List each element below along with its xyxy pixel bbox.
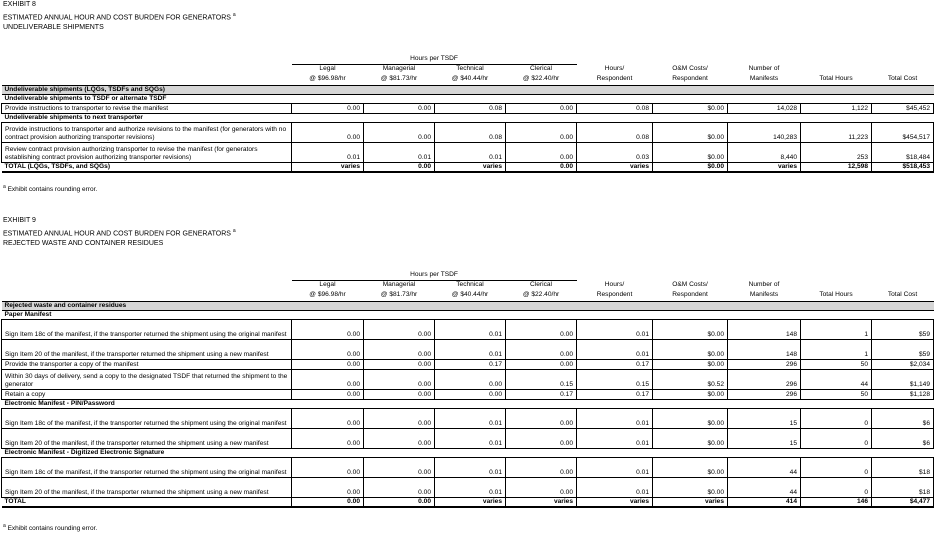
- col-technical: Technical: [456, 65, 484, 73]
- col-clerical-rate: @ $22.40/hr: [522, 291, 560, 299]
- col-total-hours: Total Hours: [819, 291, 853, 299]
- col-hours-sub: Respondent: [596, 75, 633, 83]
- section-title: Rejected waste and container residues: [2, 301, 934, 310]
- col-technical-rate: @ $40.44/hr: [451, 75, 489, 83]
- col-hours: Hours/: [604, 65, 625, 73]
- col-technical-rate: @ $40.44/hr: [451, 291, 489, 299]
- total-row: TOTAL 0.00 0.00 varies varies varies varies 414 146 $4,477: [2, 497, 934, 507]
- footnote: $^a$ Exhibit contains rounding error.: [3, 523, 98, 533]
- exhibit-title: ESTIMATED ANNUAL HOUR AND COST BURDEN FOR GENERATORS $^a$: [3, 228, 236, 238]
- exhibit-8-table: [1, 54, 934, 173]
- exhibit-label: EXHIBIT 9: [3, 217, 36, 224]
- col-managerial-rate: @ $81.73/hr: [380, 75, 418, 83]
- col-total-cost: Total Cost: [887, 75, 918, 83]
- exhibit-title: ESTIMATED ANNUAL HOUR AND COST BURDEN FOR GENERATORS $^a$: [3, 12, 236, 22]
- subsection-title: Undeliverable shipments to next transporter: [2, 113, 934, 122]
- footnote: $^a$ Exhibit contains rounding error.: [3, 184, 98, 194]
- col-manifests-sub: Manifests: [749, 291, 779, 299]
- col-managerial: Managerial: [382, 281, 416, 289]
- col-hours-sub: Respondent: [596, 291, 633, 299]
- col-manifests-sub: Manifests: [749, 75, 779, 83]
- table-row: Review contract provision authorizing transporter to revise the manifest (for generators establishing contract provision authorizing transporter revisions) 0.01 0.01 0.01 0.00 0.03 $0.00 8,440 253 $18,484: [2, 142, 934, 162]
- col-total-hours: Total Hours: [819, 75, 853, 83]
- table-row: Sign Item 18c of the manifest, if the transporter returned the shipment using the original manifest 0.00 0.00 0.01 0.00 0.01 $0.00 44 0 $18: [2, 457, 934, 477]
- table-row: Sign Item 18c of the manifest, if the transporter returned the shipment using the original manifest 0.00 0.00 0.01 0.00 0.01 $0.00 148 1 $59: [2, 319, 934, 339]
- table-row: Within 30 days of delivery, send a copy to the designated TSDF that returned the shipment to the generator 0.00 0.00 0.00 0.15 0.15 $0.52 296 44 $1,149: [2, 369, 934, 389]
- col-om: O&M Costs/: [672, 281, 708, 289]
- exhibit-8-heading: [3, 0, 928, 33]
- table-row: Sign Item 20 of the manifest, if the transporter returned the shipment using a new manifest 0.00 0.00 0.01 0.00 0.01 $0.00 44 0 $18: [2, 477, 934, 497]
- hours-per-tsdf-header: Hours per TSDF: [292, 54, 577, 64]
- col-legal-rate: @ $96.98/hr: [309, 291, 346, 299]
- col-legal-rate: @ $96.98/hr: [309, 75, 346, 83]
- exhibit-subtitle: REJECTED WASTE AND CONTAINER RESIDUES: [3, 240, 164, 248]
- subsection-title: Undeliverable shipments to TSDF or alternate TSDF: [2, 94, 934, 103]
- col-managerial-rate: @ $81.73/hr: [380, 291, 418, 299]
- subsection-title: Electronic Manifest - Digitized Electronic Signature: [2, 448, 934, 457]
- col-om-sub: Respondent: [672, 75, 708, 83]
- col-om: O&M Costs/: [672, 65, 708, 73]
- col-legal: Legal: [319, 65, 336, 73]
- subsection-title: Electronic Manifest - PIN/Password: [2, 399, 934, 408]
- col-hours: Hours/: [604, 281, 625, 289]
- col-clerical: Clerical: [530, 65, 552, 73]
- table-row: Provide the transporter a copy of the manifest 0.00 0.00 0.17 0.00 0.17 $0.00 296 50 $2,034: [2, 359, 934, 369]
- col-total-cost: Total Cost: [887, 291, 918, 299]
- total-row: TOTAL (LQGs, TSDFs, and SQGs) varies 0.00 varies 0.00 varies $0.00 varies 12,598 $518,453: [2, 162, 934, 172]
- col-om-sub: Respondent: [672, 291, 708, 299]
- exhibit-subtitle: UNDELIVERABLE SHIPMENTS: [3, 24, 104, 32]
- table-row: Retain a copy 0.00 0.00 0.00 0.17 0.17 $0.00 296 50 $1,128: [2, 389, 934, 399]
- exhibit-9-heading: [3, 216, 928, 249]
- table-row: Sign Item 18c of the manifest, if the transporter returned the shipment using the original manifest 0.00 0.00 0.01 0.00 0.01 $0.00 15 0 $6: [2, 408, 934, 428]
- table-row: Sign Item 20 of the manifest, if the transporter returned the shipment using a new manifest 0.00 0.00 0.01 0.00 0.01 $0.00 15 0 $6: [2, 428, 934, 448]
- exhibit-label: EXHIBIT 8: [3, 1, 36, 8]
- section-title: Undeliverable shipments (LQGs, TSDFs and SQGs): [2, 85, 934, 94]
- col-manifests: Number of: [748, 65, 780, 73]
- col-clerical: Clerical: [530, 281, 552, 289]
- hours-per-tsdf-header: Hours per TSDF: [292, 270, 577, 280]
- col-manifests: Number of: [748, 281, 780, 289]
- subsection-title: Paper Manifest: [2, 310, 934, 319]
- col-managerial: Managerial: [382, 65, 416, 73]
- col-clerical-rate: @ $22.40/hr: [522, 75, 560, 83]
- col-technical: Technical: [456, 281, 484, 289]
- col-legal: Legal: [319, 281, 336, 289]
- table-row: Provide instructions to transporter and authorize revisions to the manifest (for generators with no contract provision authorizing transporter revisions) 0.00 0.00 0.08 0.00 0.08 $0.00 140,283 11,223 $454,517: [2, 122, 934, 142]
- exhibit-9-table: [1, 270, 934, 508]
- table-row: Provide instructions to transporter to revise the manifest 0.00 0.00 0.08 0.00 0.08 $0.00 14,028 1,122 $45,452: [2, 103, 934, 113]
- table-row: Sign Item 20 of the manifest, if the transporter returned the shipment using a new manifest 0.00 0.00 0.01 0.00 0.01 $0.00 148 1 $59: [2, 339, 934, 359]
